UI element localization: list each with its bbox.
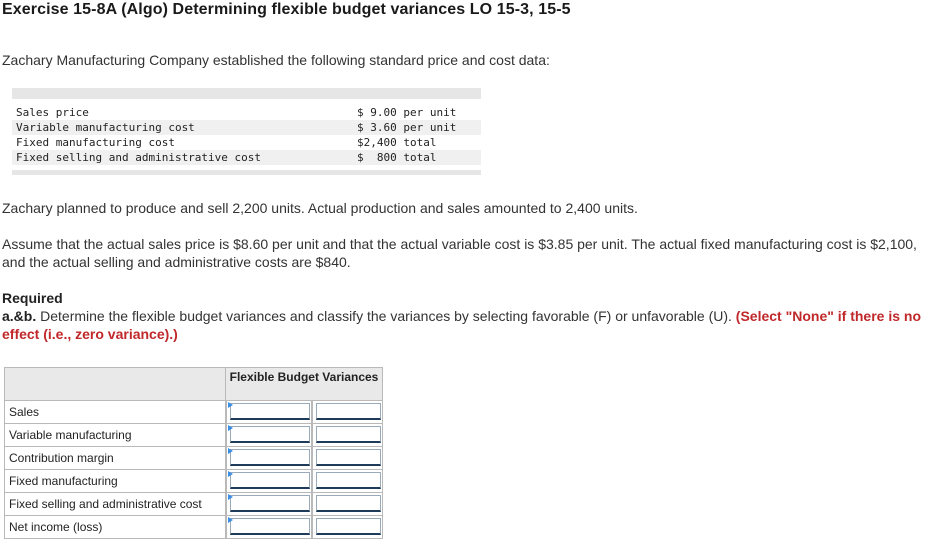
row-label: Net income (loss) [4,516,226,539]
row-label: Fixed manufacturing [4,470,226,493]
variance-amount-input[interactable] [226,401,312,424]
variance-classification-select[interactable] [312,493,383,516]
variance-amount-input[interactable] [226,447,312,470]
exercise-title: Exercise 15-8A (Algo) Determining flexible budget variances LO 15-3, 15-5 [2,1,571,18]
flexible-budget-variances-header: Flexible Budget Variances [226,367,383,401]
input-marker-icon [228,402,233,408]
table-row [4,516,383,539]
input-marker-icon [228,448,233,454]
header-blank-cell [4,367,226,401]
input-marker-icon [228,517,233,523]
standard-label: Sales price [16,106,89,119]
planned-units-paragraph: Zachary planned to produce and sell 2,200 units. Actual production and sales amounted to 2,400 units. [2,200,638,216]
standard-value: $ 3.60 per unit [357,121,457,134]
table-row [4,470,383,493]
instruction-text: Determine the flexible budget variances and classify the variances by selecting favorable (F) or unfavorable (U). [36,308,736,324]
standard-value: $2,400 total [357,136,437,149]
variance-classification-select[interactable] [312,516,383,539]
standard-row [12,135,481,150]
standard-value: $ 800 total [357,151,437,164]
variance-classification-select[interactable] [312,424,383,447]
part-label: a.&b. [2,308,37,324]
table-row [4,424,383,447]
variance-amount-input[interactable] [226,493,312,516]
table-row [4,401,383,424]
actual-costs-paragraph: Assume that the actual sales price is $8.60 per unit and that the actual variable cost is $3.85 per unit. The actual fixed manufacturing cost is $2,100, and the actual selling and administrative costs are $840. [2,236,917,270]
variance-classification-select[interactable] [312,447,383,470]
variance-classification-select[interactable] [312,470,383,493]
standard-value: $ 9.00 per unit [357,106,457,119]
standard-label: Fixed selling and administrative cost [16,151,262,164]
variance-amount-input[interactable] [226,516,312,539]
standard-cost-table [12,88,481,175]
standard-label: Fixed manufacturing cost [16,136,175,149]
input-marker-icon [228,494,233,500]
input-marker-icon [228,471,233,477]
required-heading: Required [2,290,63,306]
intro-text: Zachary Manufacturing Company established the following standard price and cost data: [2,52,550,68]
standard-row [12,105,481,120]
variance-amount-input[interactable] [226,424,312,447]
variance-classification-select[interactable] [312,401,383,424]
variance-amount-input[interactable] [226,470,312,493]
table-row [4,493,383,516]
standard-row [12,120,481,135]
row-label: Fixed selling and administrative cost [4,493,226,516]
row-label: Contribution margin [4,447,226,470]
input-marker-icon [228,425,233,431]
standard-label: Variable manufacturing cost [16,121,195,134]
required-instruction [2,307,942,343]
standard-row [12,150,481,165]
table-row [4,447,383,470]
row-label: Sales [4,401,226,424]
select-none-note: (Select "None" if there is no effect (i.e., zero variance).) [2,308,921,342]
row-label: Variable manufacturing [4,424,226,447]
